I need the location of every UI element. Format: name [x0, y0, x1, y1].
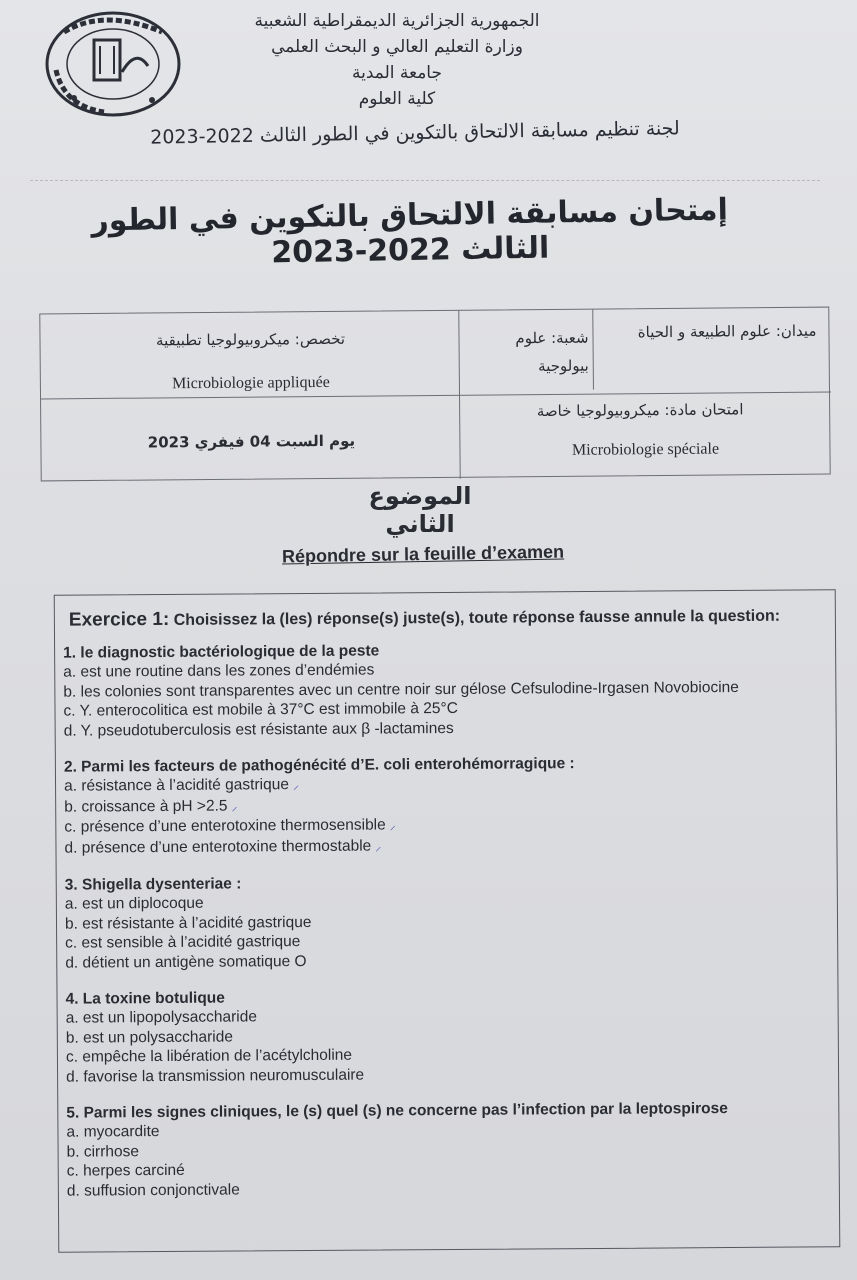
- question: [65, 870, 836, 972]
- question-title: 1. le diagnostic bactériologique de la peste: [63, 642, 380, 662]
- answer-option: d. détient un antigène somatique O: [65, 952, 307, 972]
- answer-option: c. est sensible à l’acidité gastrique: [65, 933, 301, 952]
- question-title: 2. Parmi les facteurs de pathogénécité d’E. coli enterohémorragique :: [63, 755, 575, 776]
- answer-option: c. herpes carciné: [66, 1161, 185, 1180]
- specialty-ar: تخصص: ميكروبيولوجيا تطبيقية: [155, 329, 346, 350]
- university-line: جامعة المدية: [351, 63, 442, 83]
- answer-option: d. favorise la transmission neuromusculaire: [66, 1066, 365, 1086]
- exercise-label: Exercice 1:: [68, 608, 170, 631]
- question: [63, 638, 834, 740]
- institution-header: [227, 8, 567, 112]
- answer-option: d. suffusion conjonctivale: [66, 1180, 240, 1200]
- pen-tick-mark: ⸝: [292, 778, 299, 793]
- pen-tick-mark: ⸝: [231, 798, 238, 814]
- answer-option-text: d. présence d’une enterotoxine thermostable: [64, 837, 372, 857]
- answer-option: c. empêche la libération de l’acétylcholine: [65, 1046, 353, 1066]
- answer-option: a. myocardite: [66, 1123, 160, 1141]
- question-list: [63, 638, 837, 1217]
- question: [65, 984, 836, 1086]
- answer-option: a. est un lipopolysaccharide: [65, 1008, 258, 1027]
- exam-date: يوم السبت 04 فيفري 2023: [147, 431, 356, 452]
- branch-line-2: بيولوجية: [538, 356, 589, 376]
- divider: [30, 180, 820, 181]
- domain-cell: ميدان: علوم الطبيعة و الحياة: [637, 321, 817, 342]
- university-seal: [44, 10, 182, 118]
- subject-fr: Microbiologie spéciale: [571, 440, 720, 459]
- question-title: 5. Parmi les signes cliniques, le (s) quel (s) ne concerne pas l’infection par la leptospirose: [66, 1100, 728, 1122]
- subject-ar: امتحان مادة: ميكروبيولوجيا خاصة: [536, 400, 744, 421]
- answer-option: b. est un polysaccharide: [65, 1027, 234, 1047]
- exam-title: إمتحان مسابقة الالتحاق بالتكوين في الطور الثالث 2022-2023: [91, 192, 729, 271]
- answer-option-text: c. présence d’une enterotoxine thermosensible: [64, 816, 386, 836]
- ministry-line: وزارة التعليم العالي و البحث العلمي: [271, 37, 523, 57]
- branch-line-1: شعبة: علوم: [515, 328, 589, 348]
- instruction: Répondre sur la feuille d’examen: [281, 541, 565, 567]
- answer-option-text: b. croissance à pH >2.5: [64, 797, 228, 816]
- exam-info-table: [39, 307, 830, 482]
- question-title: 4. La toxine botulique: [65, 989, 225, 1008]
- pen-tick-mark: ⸝: [375, 838, 382, 853]
- answer-option: b. est résistante à l’acidité gastrique: [64, 913, 312, 933]
- question-title: 3. Shigella dysenteriae :: [64, 875, 242, 894]
- answer-option: c. Y. enterocolitica est mobile à 37°C est immobile à 25°C: [63, 699, 458, 720]
- pen-tick-mark: ⸝: [389, 818, 396, 833]
- question: [64, 752, 835, 858]
- exercise-box: [54, 589, 841, 1252]
- answer-option: b. cirrhose: [66, 1142, 140, 1161]
- faculty-line: كلية العلوم: [358, 89, 436, 109]
- topic-heading: الموضوع الثاني: [368, 482, 472, 538]
- committee-line: لجنة تنظيم مسابقة الالتحاق بالتكوين في الطور الثالث 2022-2023: [150, 117, 680, 149]
- question: [66, 1098, 837, 1200]
- exercise-header: [69, 605, 780, 632]
- republic-line: الجمهورية الجزائرية الديمقراطية الشعبية: [254, 11, 540, 31]
- answer-option-text: a. résistance à l’acidité gastrique: [63, 776, 289, 795]
- answer-option: a. est une routine dans les zones d’endémies: [63, 661, 375, 681]
- exercise-prompt: Choisissez la (les) réponse(s) juste(s), toute réponse fausse annule la question:: [173, 607, 781, 629]
- specialty-fr: Microbiologie appliquée: [171, 373, 330, 393]
- answer-option: b. les colonies sont transparentes avec un centre noir sur gélose Cefsulodine-Irgasen Novobiocine: [63, 678, 739, 701]
- answer-option: a. est un diplocoque: [64, 894, 204, 913]
- answer-option: d. Y. pseudotuberculosis est résistante aux β -lactamines: [63, 719, 454, 740]
- table-divider: [592, 310, 594, 390]
- branch-cell: [464, 324, 588, 381]
